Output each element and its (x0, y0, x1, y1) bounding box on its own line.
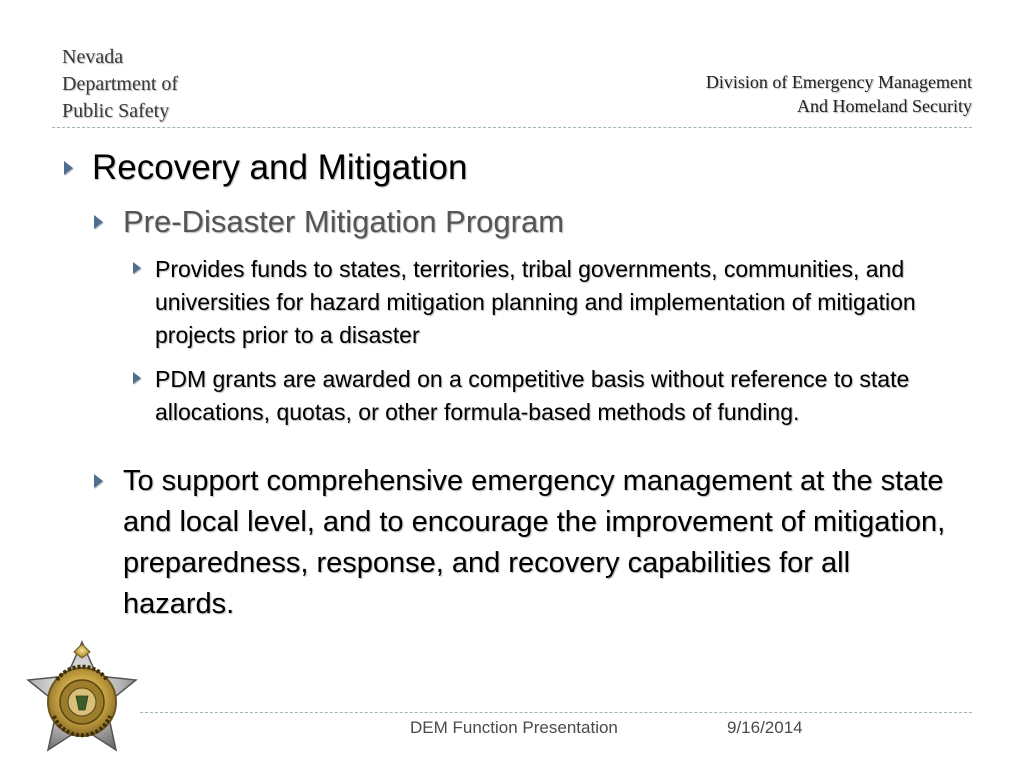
subheading-bullet (94, 201, 564, 243)
org-left-line-1: Nevada (62, 46, 124, 68)
bullet-arrow-icon (94, 215, 103, 229)
bullet-arrow-icon (133, 262, 141, 274)
slide-subheading: Pre-Disaster Mitigation Program (123, 204, 565, 239)
sub-bullet-text: Provides funds to states, territories, tribal governments, communities, and universities for hazard mitigation planning and implementation of mitigation projects prior to a disaster (155, 256, 916, 348)
org-right-line-1: Division of Emergency Management (705, 72, 972, 92)
org-name-left (62, 44, 302, 125)
org-left-line-3: Public Safety (62, 100, 170, 122)
slide-heading: Recovery and Mitigation (92, 148, 468, 187)
bullet-arrow-icon (94, 474, 103, 488)
footer-presentation-title: DEM Function Presentation (410, 718, 618, 737)
second-point-text: To support comprehensive emergency management at the state and local level, and to encourage the improvement of mitigation, preparedness, response, and recovery capabilities for all hazards. (123, 465, 946, 620)
heading-bullet (64, 146, 467, 190)
footer-date: 9/16/2014 (727, 718, 803, 737)
bullet-arrow-icon (64, 161, 73, 175)
sub-bullet-text: PDM grants are awarded on a competitive basis without reference to state allocations, quotas, or other formula-based methods of funding. (155, 366, 910, 425)
sub-bullet-1 (133, 253, 955, 352)
org-right-line-2: And Homeland Security (797, 96, 972, 116)
org-left-line-2: Department of (62, 73, 179, 95)
nevada-dps-badge-logo (24, 640, 140, 756)
header-divider (52, 127, 972, 128)
footer-divider (140, 712, 972, 713)
bullet-arrow-icon (133, 372, 141, 384)
second-point-bullet (94, 461, 963, 625)
sub-bullet-2 (133, 363, 955, 429)
org-name-right (492, 70, 972, 118)
